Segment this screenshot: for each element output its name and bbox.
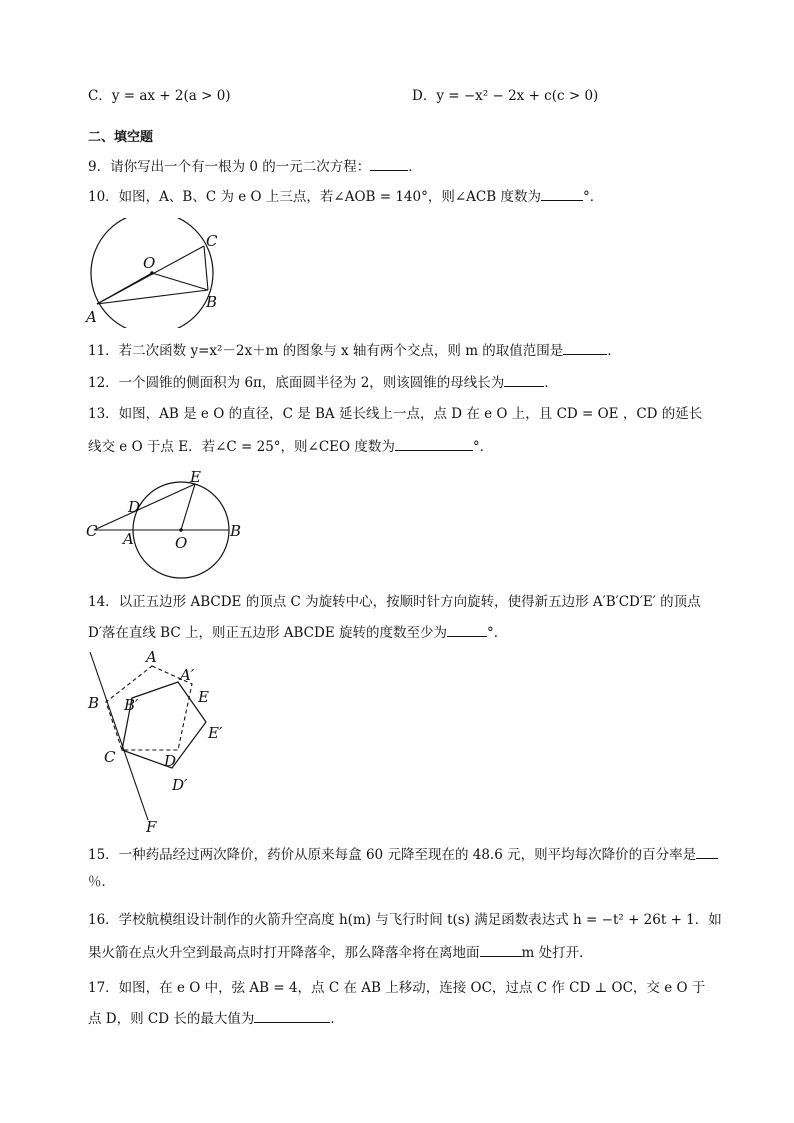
q10-label-b: B [206,293,218,311]
q14-text: D′落在直线 BC 上，则正五边形 ABCDE 旋转的度数至少为 [88,625,447,641]
question-10 [88,186,603,207]
q13-circle-figure [84,468,250,580]
q14-label-e: E [198,688,209,706]
q13-label-e: E [190,468,201,486]
q14-label-c: C [104,748,116,766]
question-17-line1: 17．如图，在 e O 中，弦 AB = 4，点 C 在 AB 上移动，连接 OC，过点 C 作 CD ⊥ OC，交 e O 于 [88,980,706,996]
q10-seg-ob [152,273,208,290]
q12-answer-blank[interactable] [504,372,544,387]
q14-label-b-prime: B′ [124,696,139,714]
q17-end: ． [330,1011,344,1027]
q13-center-dot [179,528,183,532]
section-title: 二、填空题 [88,130,154,145]
q11-answer-blank[interactable] [563,340,607,355]
q13-label-d: D [128,498,141,516]
question-16-line1: 16．学校航模组设计制作的火箭升空高度 h(m) 与飞行时间 t(s) 满足函数表达式 h = −t² + 26t + 1．如 [88,912,722,928]
question-15-line1 [88,844,718,865]
q14-label-d: D [164,752,177,770]
q14-label-a-prime: A′ [180,666,195,684]
q14-pentagon-figure [84,646,244,836]
q9-answer-blank[interactable] [370,156,408,171]
q14-label-f: F [146,818,157,836]
q10-answer-blank[interactable] [541,186,583,201]
q9-text: 9．请你写出一个有一根为 0 的一元二次方程： [88,159,371,175]
question-9 [88,156,422,177]
q11-end: ． [607,343,621,359]
q16-text: 果火箭在点火升空到最高点时打开降落伞，那么降落伞将在离地面 [88,945,480,961]
question-13-line2 [88,436,493,457]
q13-seg-oe [181,484,195,530]
q13-label-o: O [175,534,188,552]
q14-label-e-prime: E′ [208,724,223,742]
question-12 [88,372,558,393]
q16-end: m 处打开． [521,945,593,961]
q13-answer-blank[interactable] [395,436,473,451]
q12-text: 12．一个圆锥的侧面积为 6π，底面圆半径为 2，则该圆锥的母线长为 [88,375,505,391]
question-11 [88,340,621,361]
q10-label-o: O [143,254,156,272]
q10-end: °． [582,189,604,205]
question-16-line2 [88,942,593,963]
q14-label-a: A [146,648,157,666]
question-17-line2 [88,1008,344,1029]
q13-label-a: A [123,530,134,548]
q16-answer-blank[interactable] [480,942,522,957]
q14-answer-blank[interactable] [447,622,487,637]
q14-label-d-prime: D′ [172,776,188,794]
q17-text: 点 D，则 CD 长的最大值为 [88,1011,255,1027]
q11-text: 11．若二次函数 y=x²－2x＋m 的图象与 x 轴有两个交点，则 m 的取值范围是 [88,343,564,359]
q14-line-bf [90,652,148,820]
question-14-line2 [88,622,507,643]
q15-text: 15．一种药品经过两次降价，药价从原来每盒 60 元降至现在的 48.6 元，则平均每次降价的百分率是 [88,847,697,863]
option-c: C．y = ax + 2(a > 0) [88,88,231,104]
q14-label-b: B [88,694,100,712]
q9-end: ． [408,159,422,175]
q12-end: ． [544,375,558,391]
q13-seg-ce [94,484,195,530]
question-14-line1: 14．以正五边形 ABCDE 的顶点 C 为旋转中心，按顺时针方向旋转，使得新五边形 A′B′CD′E′ 的顶点 [88,594,701,610]
q10-seg-cb [204,246,208,290]
q10-circle-figure [82,218,232,328]
q13-label-b: B [230,522,242,540]
question-15-line2: ％． [88,874,115,890]
q10-seg-ab [97,290,208,304]
option-d: D．y = −x² − 2x + c(c > 0) [412,88,599,104]
q13-label-c: C [86,522,98,540]
q10-label-a: A [86,308,97,326]
q10-label-c: C [206,232,218,250]
q15-answer-blank[interactable] [696,844,718,859]
q10-text: 10．如图，A、B、C 为 e O 上三点，若∠AOB = 140°，则∠ACB 度数为 [88,189,541,205]
q17-answer-blank[interactable] [254,1008,330,1023]
q13-end: °． [472,439,494,455]
q14-end: °． [486,625,508,641]
question-13-line1: 13．如图，AB 是 e O 的直径，C 是 BA 延长线上一点，点 D 在 e O 上，且 CD = OE ，CD 的延长 [88,406,703,422]
q13-text: 线交 e O 于点 E．若∠C = 25°，则∠CEO 度数为 [88,439,395,455]
